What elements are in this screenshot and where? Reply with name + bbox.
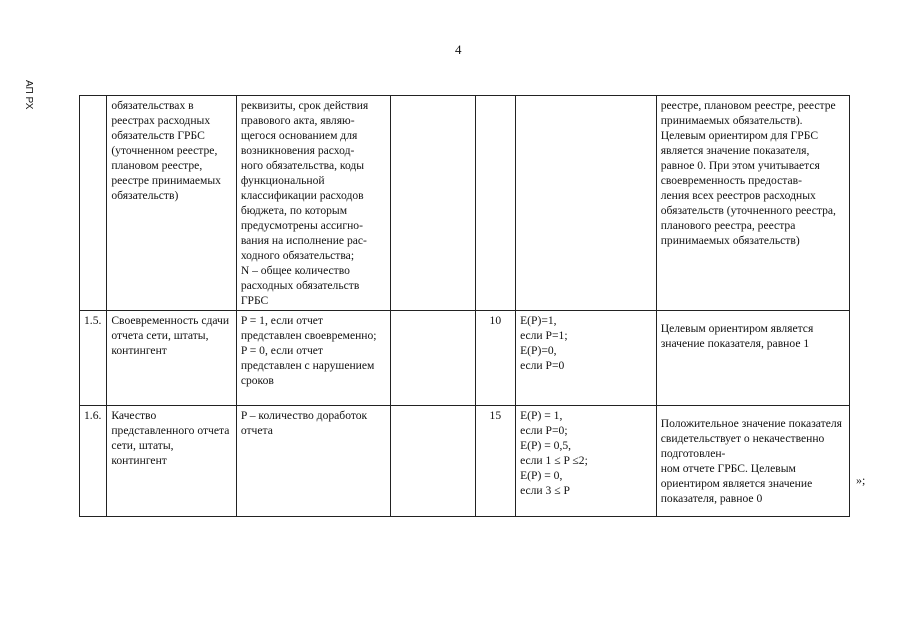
indicator-formula: P = 1, если отчет представлен своевременно; P = 0, если отчет представлен с нарушением сроков (236, 311, 390, 406)
side-margin-mark (0, 80, 34, 110)
table-row (80, 406, 850, 517)
indicator-evaluation: E(P)=1, если P=1; E(P)=0, если P=0 (516, 311, 657, 406)
indicator-name: Качество представленного отчета сети, штаты, контингент (107, 406, 237, 517)
indicator-points: 10 (475, 311, 515, 406)
closing-quote: »; (856, 473, 866, 487)
indicator-evaluation (516, 96, 657, 311)
page-number: 4 (455, 42, 462, 57)
indicator-formula: P – количество доработок отчета (236, 406, 390, 517)
table-row (80, 96, 850, 311)
row-number (80, 96, 107, 311)
indicator-comment: Целевым ориентиром является значение показателя, равное 1 (656, 311, 849, 406)
indicator-formula: реквизиты, срок действия правового акта, являю- щегося основанием для возникновения расход- ного обязательства, коды функциональной классификации расходов бюджета, по которым предусмотрены ассигно- вания на исполнение рас- ходного обязательства; N – общее количество расходных обязательств ГРБС (236, 96, 390, 311)
indicator-name: Своевременность сдачи отчета сети, штаты, контингент (107, 311, 237, 406)
indicator-unit (390, 311, 475, 406)
indicator-table (79, 95, 850, 517)
indicator-evaluation: E(P) = 1, если P=0; E(P) = 0,5, если 1 ≤ P ≤2; E(P) = 0, если 3 ≤ P (516, 406, 657, 517)
side-margin-mark-text: АП РХ (23, 80, 34, 110)
indicator-unit (390, 96, 475, 311)
indicator-comment: реестре, плановом реестре, реестре принимаемых обязательств). Целевым ориентиром для ГРБС является значение показателя, равное 0. При этом учитывается своевременность предостав- ления всех реестров расходных обязательств (уточненного реестра, планового реестра, реестра принимаемых обязательств) (656, 96, 849, 311)
indicator-unit (390, 406, 475, 517)
indicator-comment: Положительное значение показателя свидетельствует о некачественно подготовлен- ном отчете ГРБС. Целевым ориентиром является значение показателя, равное 0 (656, 406, 849, 517)
indicator-points: 15 (475, 406, 515, 517)
table-row (80, 311, 850, 406)
indicator-points (475, 96, 515, 311)
row-number: 1.6. (80, 406, 107, 517)
indicator-name: обязательствах в реестрах расходных обязательств ГРБС (уточненном реестре, плановом реестре, реестре принимаемых обязательств) (107, 96, 237, 311)
row-number: 1.5. (80, 311, 107, 406)
